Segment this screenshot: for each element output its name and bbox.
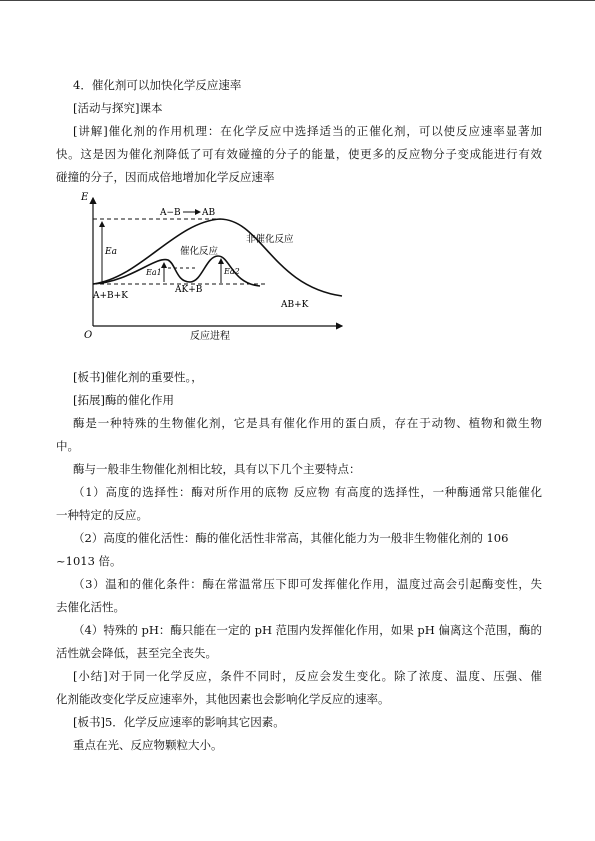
activity-line: [活动与探究]课本: [73, 101, 163, 115]
products-label: AB+K: [281, 300, 309, 310]
enzyme-intro-line-2: 中。: [56, 439, 79, 453]
origin-label: O: [84, 330, 93, 341]
ea1-label: Ea1: [146, 268, 162, 277]
feature-4-line-2: 活性就会降低，甚至完全丧失。: [56, 646, 217, 660]
board-note-2: [板书]5．化学反应速率的影响其它因素。: [73, 715, 285, 729]
summary-line-1: [小结]对于同一化学反应，条件不同时，反应会发生变化。除了浓度、温度、压强、催: [73, 669, 542, 683]
feature-1-line-2: 一种特定的反应。: [56, 508, 148, 522]
feature-3-line-1: （3）温和的催化条件：酶在常温常压下即可发挥催化作用，温度过高会引起酶变性，失: [73, 577, 542, 591]
x-axis-label: 反应进程: [190, 331, 230, 342]
explain-line-2: 快。这是因为催化剂降低了可有效碰撞的分子的能量，使更多的反应物分子变成能进行有效: [56, 147, 542, 161]
uncatalyzed-label: 非催化反应: [246, 234, 294, 245]
top-product-label: AB: [202, 208, 216, 218]
enzyme-intro-line-1: 酶是一种特殊的生物催化剂，它是具有催化作用的蛋白质，存在于动物、植物和微生物: [73, 416, 542, 430]
catalyzed-label: 催化反应: [180, 246, 219, 257]
summary-line-2: 化剂能改变化学反应速率外，其他因素也会影响化学反应的速率。: [56, 692, 390, 706]
top-reaction-label: A−B: [160, 208, 181, 218]
ea2-label: Ea2: [224, 267, 240, 276]
extend-line: [拓展]酶的催化作用: [73, 393, 174, 407]
intermediate-label: AK+B: [175, 285, 203, 295]
explain-line-1: [讲解]催化剂的作用机理：在化学反应中选择适当的正催化剂，可以使反应速率显著加: [73, 124, 542, 138]
page-top-rule: [0, 0, 595, 1]
feature-4-line-1: （4）特殊的 pH：酶只能在一定的 pH 范围内发挥催化作用，如果 pH 偏离这个范围，酶的: [73, 623, 542, 637]
section-title: 4．催化剂可以加快化学反应速率: [73, 78, 242, 92]
energy-diagram-svg: [80, 186, 350, 346]
feature-1-line-1: （1）高度的选择性：酶对所作用的底物 反应物 有高度的选择性，一种酶通常只能催化: [73, 485, 542, 499]
features-intro: 酶与一般非生物催化剂相比较，具有以下几个主要特点：: [73, 462, 361, 476]
feature-2-line-2: ~1013 倍。: [56, 554, 122, 568]
axis-e-label: E: [81, 192, 89, 203]
ea-label: Ea: [105, 247, 117, 257]
feature-3-line-2: 去催化活性。: [56, 600, 125, 614]
energy-diagram: [80, 186, 350, 346]
board-note-1: [板书]催化剂的重要性。，: [73, 370, 203, 384]
feature-2-line-1: （2）高度的催化活性：酶的催化活性非常高，其催化能力为一般非生物催化剂的 106: [73, 531, 509, 545]
focus-line: 重点在光、反应物颗粒大小。: [73, 738, 223, 752]
explain-line-3: 碰撞的分子，因而成倍地增加化学反应速率: [56, 170, 275, 184]
reactants-label: A+B+K: [93, 291, 128, 301]
